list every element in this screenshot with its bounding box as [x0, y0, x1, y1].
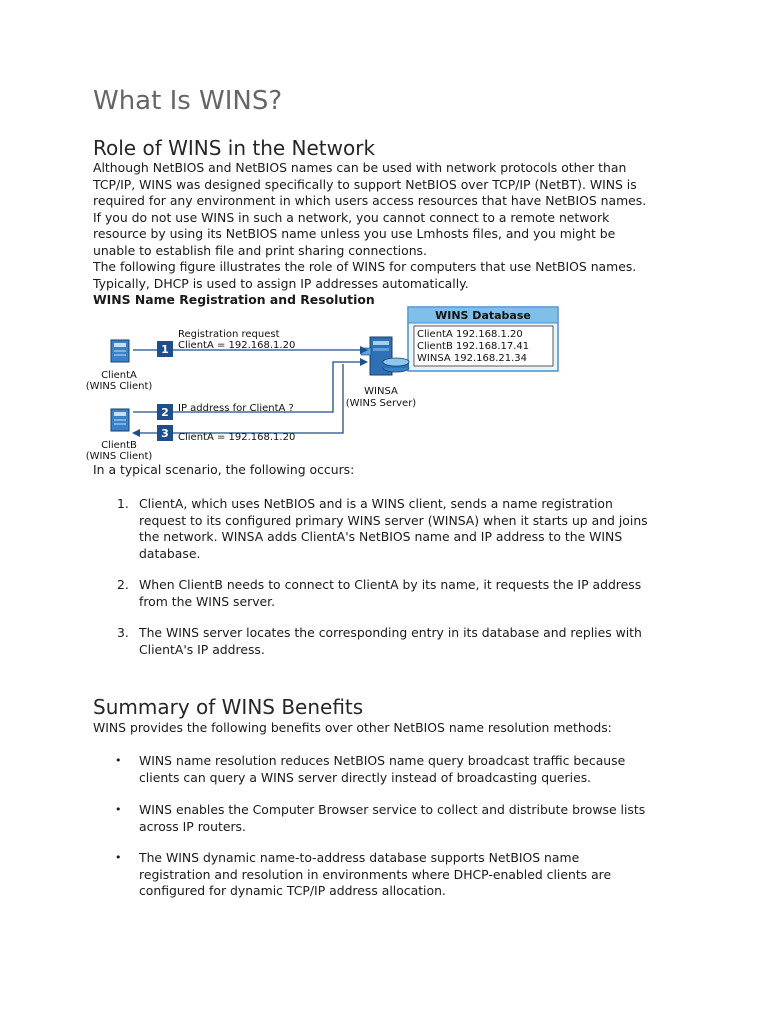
- text-line: request to its configured primary WINS server (WINSA) when it starts up and joins: [139, 512, 648, 528]
- text-line: resource by using its NetBIOS name unless you use Lmhosts files, and you might be: [93, 226, 616, 242]
- text-line: If you do not use WINS in such a network, you cannot connect to a remote network: [93, 209, 610, 225]
- text-line: ClientA, which uses NetBIOS and is a WINS client, sends a name registration: [139, 496, 613, 511]
- step-3-label: ClientA = 192.168.1.20: [178, 432, 296, 443]
- step-3-arrow: [173, 364, 343, 433]
- role-section-heading: Role of WINS in the Network: [93, 136, 376, 160]
- text-line: ClientA's IP address.: [139, 641, 265, 657]
- text-line: database.: [139, 545, 201, 561]
- text-line: When ClientB needs to connect to ClientA by its name, it requests the IP address: [139, 577, 642, 592]
- role-paragraph-2: [93, 259, 673, 292]
- list-marker: 3.: [117, 625, 129, 640]
- text-line: from the WINS server.: [139, 593, 276, 609]
- server-name: WINSA: [364, 386, 398, 397]
- text-line: The following figure illustrates the role of WINS for computers that use NetBIOS names.: [93, 259, 637, 274]
- client-a-computer-icon: [111, 340, 129, 362]
- text-line: The WINS server locates the corresponding entry in its database and replies with: [139, 625, 642, 640]
- figure-caption: WINS Name Registration and Resolution: [93, 292, 375, 307]
- step-2-label: IP address for ClientA ?: [178, 403, 294, 414]
- step-1-label-line2: ClientA = 192.168.1.20: [178, 340, 296, 351]
- text-line: Typically, DHCP is used to assign IP addresses automatically.: [93, 275, 469, 291]
- server-icon: [361, 337, 409, 375]
- step-1-label-line1: Registration request: [178, 329, 280, 340]
- list-item-text: [139, 802, 645, 835]
- database-entry: ClientB 192.168.17.41: [417, 341, 530, 352]
- list-item-text: [139, 850, 611, 900]
- text-line: registration and resolution in environments where DHCP-enabled clients are: [139, 866, 612, 882]
- text-line: WINS provides the following benefits over other NetBIOS name resolution methods:: [93, 720, 612, 735]
- text-line: across IP routers.: [139, 818, 246, 834]
- benefits-section-heading: Summary of WINS Benefits: [93, 695, 364, 719]
- database-entry: ClientA 192.168.1.20: [417, 329, 523, 340]
- list-item-text: [139, 496, 648, 562]
- page-title: What Is WINS?: [93, 86, 283, 116]
- bullet-icon: •: [115, 803, 122, 816]
- text-line: The WINS dynamic name-to-address database supports NetBIOS name: [139, 850, 580, 865]
- benefits-intro: [93, 720, 673, 737]
- server-role: (WINS Server): [345, 398, 417, 409]
- client-a-role: (WINS Client): [85, 381, 153, 392]
- bullet-icon: •: [115, 851, 122, 864]
- text-line: Although NetBIOS and NetBIOS names can be used with network protocols other than: [93, 160, 627, 175]
- text-line: unable to establish file and print sharing connections.: [93, 242, 427, 258]
- client-a-name: ClientA: [101, 370, 137, 381]
- client-b-computer-icon: [111, 409, 129, 431]
- bullet-icon: •: [115, 754, 122, 767]
- database-title: WINS Database: [435, 309, 531, 322]
- text-line: required for any environment in which users access resources that have NetBIOS names.: [93, 193, 647, 209]
- text-line: In a typical scenario, the following occurs:: [93, 462, 355, 477]
- database-entry: WINSA 192.168.21.34: [417, 353, 528, 364]
- text-line: configured for dynamic TCP/IP address allocation.: [139, 883, 446, 899]
- step-2-number: 2: [161, 406, 169, 419]
- client-b-name: ClientB: [101, 440, 137, 451]
- text-line: clients can query a WINS server directly instead of broadcasting queries.: [139, 769, 592, 785]
- step-3-number: 3: [161, 427, 169, 440]
- wins-database-box: [408, 307, 558, 371]
- list-item-text: [139, 625, 642, 658]
- text-line: TCP/IP, WINS was designed specifically to support NetBIOS over TCP/IP (NetBT). WINS is: [93, 176, 637, 192]
- text-line: WINS enables the Computer Browser service to collect and distribute browse lists: [139, 802, 646, 817]
- wins-diagram: [81, 304, 581, 466]
- list-marker: 1.: [117, 496, 129, 511]
- list-marker: 2.: [117, 577, 129, 592]
- role-paragraph-1: [93, 160, 673, 260]
- list-item-text: [139, 753, 625, 786]
- text-line: WINS name resolution reduces NetBIOS name query broadcast traffic because: [139, 753, 626, 768]
- client-b-role: (WINS Client): [85, 451, 153, 462]
- text-line: the network. WINSA adds ClientA's NetBIOS name and IP address to the WINS: [139, 529, 623, 545]
- scenario-intro: [93, 462, 673, 479]
- list-item-text: [139, 577, 641, 610]
- step-1-number: 1: [161, 343, 169, 356]
